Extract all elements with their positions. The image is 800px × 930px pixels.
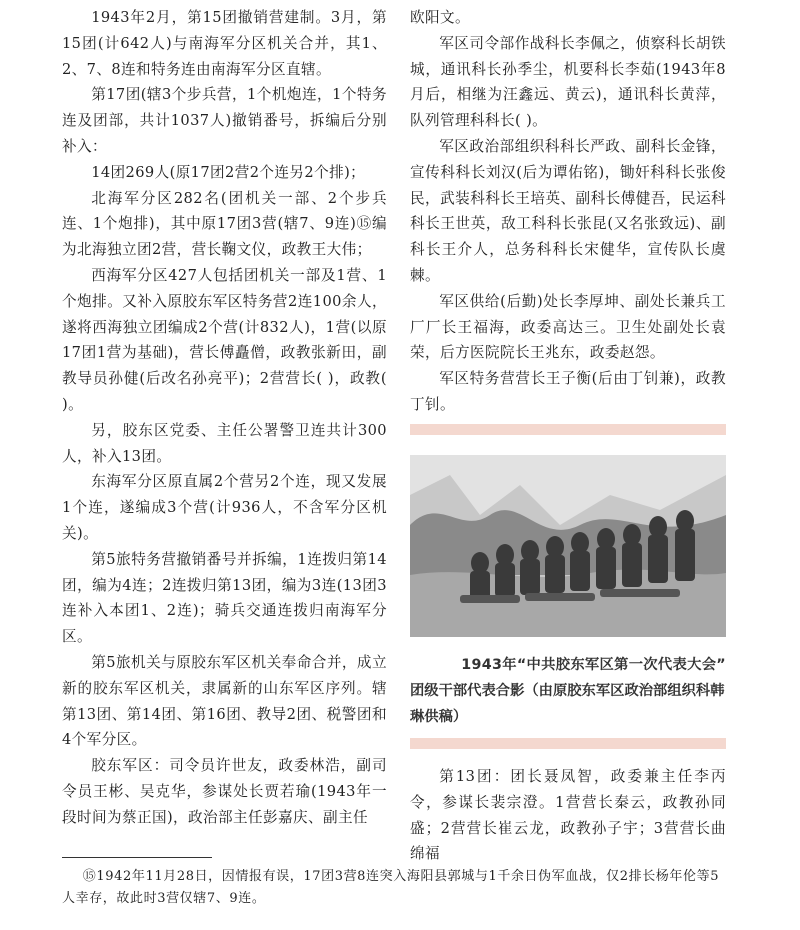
decorative-band-bottom <box>410 738 726 749</box>
paragraph: 西海军分区427人包括团机关一部及1营、1个炮排。又补入原胶东军区特务营2连100余人，遂将西海独立团编成2个营(计832人)，1营(以原17团1营为基础)，营长傅矗僧，政教张新田，副教导员孙健(后改名孙亮平)；2营营长( )，政教( )。 <box>62 266 387 413</box>
paragraph: 胶东军区：司令员许世友，政委林浩，副司令员王彬、吴克华，参谋处长贾若瑜(1943年一段时间为蔡正国)，政治部主任彭嘉庆、副主任 <box>62 757 387 826</box>
decorative-band-top <box>410 424 726 435</box>
paragraph: 军区特务营营长王子衡(后由丁钊兼)，政教丁钊。 <box>410 370 726 413</box>
footnote: ⑮1942年11月28日，因情报有误，17团3营8连突入海阳县郭城与1千余日伪军血战，仅2排长杨年伦等5人幸存，故此时3营仅辖7、9连。 <box>62 869 720 906</box>
paragraph: 另，胶东区党委、主任公署警卫连共计300人，补入13团。 <box>62 421 387 465</box>
paragraph: 1943年2月，第15团撤销营建制。3月，第15团(计642人)与南海军分区机关合并，其1、2、7、8连和特务连由南海军分区直辖。 <box>62 9 387 78</box>
paragraph: 军区供给(后勤)处长李厚坤、副处长兼兵工厂厂长王福海，政委高达三。卫生处副处长袁荣，后方医院院长王兆东，政委赵怨。 <box>410 292 726 362</box>
left-column <box>62 0 387 831</box>
right-bottom-text <box>410 764 726 867</box>
group-photo <box>410 455 726 637</box>
paragraph: 第17团(辖3个步兵营，1个机炮连，1个特务连及团部，共计1037人)撤销番号，拆编后分别补入： <box>62 86 387 155</box>
paragraph: 军区政治部组织科科长严政、副科长金锋，宣传科科长刘汉(后为谭佑铭)，锄奸科科长张俊民，武装科科长王培英、副科长傅健吾，民运科科长王世英，敌工科科长张昆(又名张致远)、副科长王介人，总务科科长宋健华，宣传队长虞棘。 <box>410 137 726 284</box>
right-column <box>410 0 726 418</box>
paragraph: 北海军分区282名(团机关一部、2个步兵连、1个炮排)，其中原17团3营(辖7、9连)⑮编为北海独立团2营，营长鞠文仪，政教王大伟； <box>62 189 387 259</box>
caption-line: 1943年“中共胶东军区第一次代表大会” <box>461 657 726 673</box>
footnote-divider <box>62 857 212 858</box>
paragraph: 欧阳文。 <box>410 9 470 26</box>
photo-caption <box>410 652 726 730</box>
paragraph: 军区司令部作战科长李佩之，侦察科长胡铁城，通讯科长孙季尘，机要科长李茹(1943年8月后，相继为汪鑫远、黄云)，通讯科长黄萍，队列管理科科长( )。 <box>410 34 726 130</box>
paragraph: 东海军分区原直属2个营另2个连，现又发展1个连，遂编成3个营(计936人，不含军分区机关)。 <box>62 473 387 542</box>
paragraph: 第13团：团长聂凤智，政委兼主任李丙令，参谋长裴宗澄。1营营长秦云，政教孙同盛；2营营长崔云龙，政教孙子宇；3营营长曲绵福 <box>410 768 726 863</box>
caption-line: 团级干部代表合影（由原胶东军区政治部组织科韩琳供稿） <box>410 683 725 725</box>
paragraph: 第5旅机关与原胶东军区机关奉命合并，成立新的胶东军区机关，隶属新的山东军区序列。辖第13团、第14团、第16团、教导2团、税警团和4个军分区。 <box>62 653 387 749</box>
paragraph: 14团269人(原17团2营2个连另2个排)； <box>91 163 366 181</box>
paragraph: 第5旅特务营撤销番号并拆编，1连拨归第14团，编为4连；2连拨归第13团，编为3连(13团3连补入本团1、2连)；骑兵交通连拨归南海军分区。 <box>62 550 387 646</box>
